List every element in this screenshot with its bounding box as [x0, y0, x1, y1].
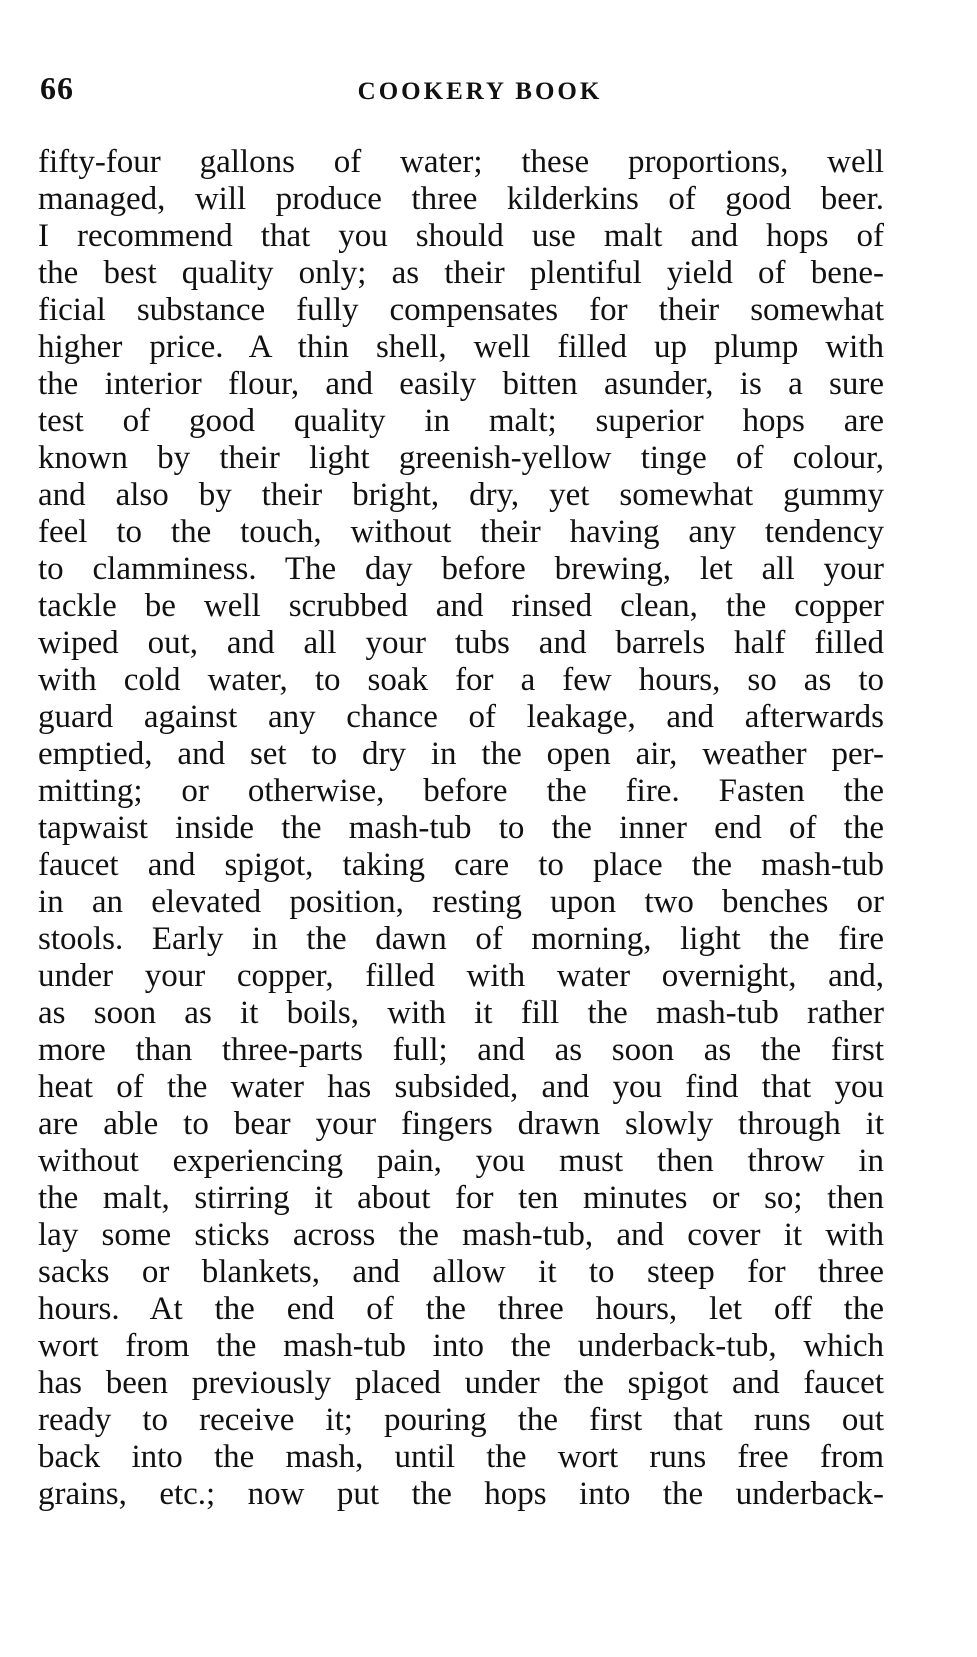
text-line: the best quality only; as their plentiful yield of bene-	[38, 255, 884, 291]
text-line: are able to bear your fingers drawn slowly through it	[38, 1106, 884, 1142]
text-line: under your copper, filled with water overnight, and,	[38, 958, 884, 994]
text-line: the interior flour, and easily bitten asunder, is a sure	[38, 366, 884, 402]
text-line: wiped out, and all your tubs and barrels half filled	[38, 625, 884, 661]
page-header	[40, 70, 920, 110]
text-line: has been previously placed under the spigot and faucet	[38, 1365, 884, 1401]
text-line: tackle be well scrubbed and rinsed clean, the copper	[38, 588, 884, 624]
text-line: sacks or blankets, and allow it to steep for three	[38, 1254, 884, 1290]
text-line: tapwaist inside the mash-tub to the inner end of the	[38, 810, 884, 846]
text-line: to clamminess. The day before brewing, let all your	[38, 551, 884, 587]
text-line: wort from the mash-tub into the underback-tub, which	[38, 1328, 884, 1364]
running-head: COOKERY BOOK	[357, 78, 603, 105]
text-line: stools. Early in the dawn of morning, light the fire	[38, 921, 884, 957]
text-line: managed, will produce three kilderkins of good beer.	[38, 181, 884, 217]
text-line: higher price. A thin shell, well filled up plump with	[38, 329, 884, 365]
text-line: ficial substance fully compensates for their somewhat	[38, 292, 884, 328]
text-line: as soon as it boils, with it fill the mash-tub rather	[38, 995, 884, 1031]
text-line: I recommend that you should use malt and hops of	[38, 218, 884, 254]
text-line: with cold water, to soak for a few hours, so as to	[38, 662, 884, 698]
text-line: faucet and spigot, taking care to place the mash-tub	[38, 847, 884, 883]
text-line: heat of the water has subsided, and you find that you	[38, 1069, 884, 1105]
text-line: fifty-four gallons of water; these proportions, well	[38, 144, 884, 180]
text-line: guard against any chance of leakage, and afterwards	[38, 699, 884, 735]
text-line: known by their light greenish-yellow tinge of colour,	[38, 440, 884, 476]
text-line: mitting; or otherwise, before the fire. Fasten the	[38, 773, 884, 809]
text-line: feel to the touch, without their having any tendency	[38, 514, 884, 550]
body-text	[38, 144, 884, 1513]
text-line: the malt, stirring it about for ten minutes or so; then	[38, 1180, 884, 1216]
page-number: 66	[40, 70, 74, 106]
text-line: more than three-parts full; and as soon as the first	[38, 1032, 884, 1068]
text-line: and also by their bright, dry, yet somewhat gummy	[38, 477, 884, 513]
text-line: grains, etc.; now put the hops into the underback-	[38, 1476, 884, 1512]
text-line: test of good quality in malt; superior hops are	[38, 403, 884, 439]
text-line: without experiencing pain, you must then throw in	[38, 1143, 884, 1179]
text-line: lay some sticks across the mash-tub, and cover it with	[38, 1217, 884, 1253]
text-line: ready to receive it; pouring the first that runs out	[38, 1402, 884, 1438]
text-line: emptied, and set to dry in the open air, weather per-	[38, 736, 884, 772]
text-line: in an elevated position, resting upon two benches or	[38, 884, 884, 920]
text-line: back into the mash, until the wort runs free from	[38, 1439, 884, 1475]
text-line: hours. At the end of the three hours, let off the	[38, 1291, 884, 1327]
